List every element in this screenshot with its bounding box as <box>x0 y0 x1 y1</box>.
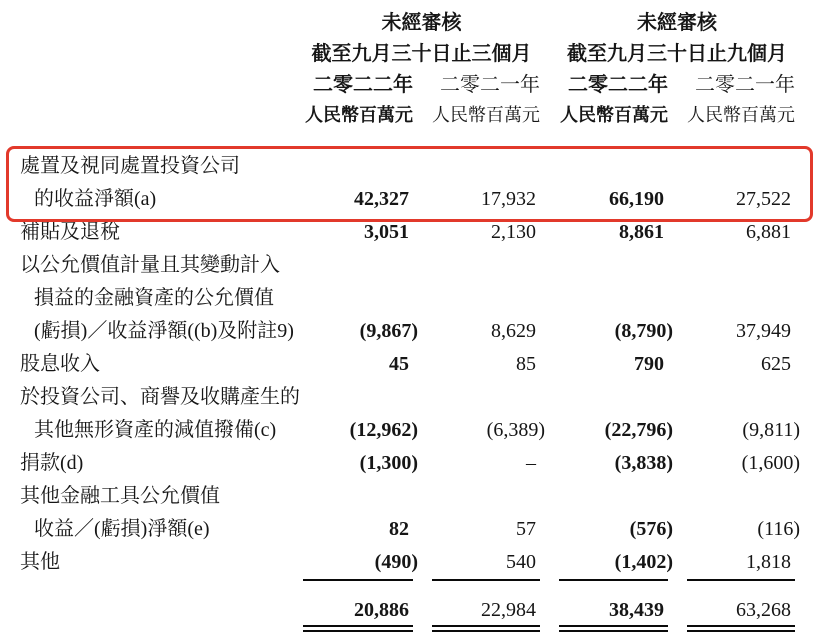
header-year-2021-3m: 二零二一年 <box>440 74 540 96</box>
value-2022-3m: (490) <box>374 551 418 573</box>
value-2021-9m: 625 <box>761 353 791 375</box>
total-2022-3m: 20,886 <box>354 599 409 621</box>
table-row-disposal-gains <box>0 150 830 216</box>
header-unaudited-9m: 未經審核 <box>637 12 717 34</box>
header-unit-2021-9m: 人民幣百萬元 <box>687 105 795 125</box>
row-label: 收益／(虧損)淨額(e) <box>34 518 210 540</box>
value-2021-3m: 17,932 <box>481 188 536 210</box>
value-2022-9m: 66,190 <box>609 188 664 210</box>
value-2022-9m: (576) <box>629 518 673 540</box>
header-period-9m: 截至九月三十日止九個月 <box>567 43 787 65</box>
value-2021-3m: 2,130 <box>491 221 536 243</box>
row-label: 損益的金融資產的公允價值 <box>34 287 274 309</box>
value-2022-9m: (3,838) <box>614 452 673 474</box>
table-row-subsidies <box>0 216 830 249</box>
row-label: 股息收入 <box>20 353 100 375</box>
value-2021-9m: 27,522 <box>736 188 791 210</box>
total-2021-3m: 22,984 <box>481 599 536 621</box>
header-year-2022-9m: 二零二二年 <box>568 74 668 96</box>
value-2021-3m: – <box>526 452 536 474</box>
value-2022-9m: (22,796) <box>604 419 673 441</box>
table-body <box>0 150 830 632</box>
total-2021-9m: 63,268 <box>736 599 791 621</box>
value-2021-9m: 6,881 <box>746 221 791 243</box>
table-row-donations <box>0 447 830 480</box>
row-label: 其他無形資產的減值撥備(c) <box>34 419 277 441</box>
value-2022-9m: 8,861 <box>619 221 664 243</box>
value-2021-9m: (116) <box>757 518 800 540</box>
row-label: 捐款(d) <box>20 452 84 474</box>
value-2021-3m: 8,629 <box>491 320 536 342</box>
header-unaudited-3m: 未經審核 <box>381 12 462 34</box>
value-2021-3m: 85 <box>516 353 536 375</box>
header-year-2021-9m: 二零二一年 <box>695 74 795 96</box>
value-2022-9m: (1,402) <box>614 551 673 573</box>
table-row-dividend-income <box>0 348 830 381</box>
table-row-other-financial-instruments <box>0 480 830 546</box>
value-2022-3m: (9,867) <box>359 320 418 342</box>
total-2022-9m: 38,439 <box>609 599 664 621</box>
table-row-total <box>0 598 830 622</box>
row-label: 的收益淨額(a) <box>34 188 157 210</box>
value-2021-9m: (1,600) <box>741 452 800 474</box>
row-label: 補貼及退稅 <box>20 221 120 243</box>
header-unit-2021-3m: 人民幣百萬元 <box>432 105 540 125</box>
row-label: 於投資公司、商譽及收購產生的 <box>20 386 300 408</box>
total-double-rule <box>0 625 830 632</box>
header-unit-2022-9m: 人民幣百萬元 <box>560 105 668 125</box>
value-2022-3m: 42,327 <box>354 188 409 210</box>
row-label: 處置及視同處置投資公司 <box>20 155 240 177</box>
row-label: 其他金融工具公允價值 <box>20 485 220 507</box>
table-header <box>0 0 830 130</box>
value-2021-3m: 57 <box>516 518 536 540</box>
value-2021-9m: 37,949 <box>736 320 791 342</box>
header-year-2022-3m: 二零二二年 <box>313 74 413 96</box>
value-2021-3m: 540 <box>506 551 536 573</box>
subtotal-rule <box>0 579 830 581</box>
table-row-fvtpl <box>0 249 830 348</box>
value-2022-3m: 45 <box>389 353 409 375</box>
header-period-3m: 截至九月三十日止三個月 <box>311 43 532 65</box>
value-2022-3m: 3,051 <box>364 221 409 243</box>
value-2021-3m: (6,389) <box>486 419 545 441</box>
value-2022-3m: (1,300) <box>359 452 418 474</box>
value-2022-3m: 82 <box>389 518 409 540</box>
value-2021-9m: 1,818 <box>746 551 791 573</box>
table-row-impairment <box>0 381 830 447</box>
table-row-others <box>0 546 830 579</box>
header-unit-2022-3m: 人民幣百萬元 <box>305 105 413 125</box>
row-label: 以公允價值計量且其變動計入 <box>20 254 280 276</box>
value-2022-3m: (12,962) <box>349 419 418 441</box>
value-2021-9m: (9,811) <box>742 419 800 441</box>
value-2022-9m: 790 <box>634 353 664 375</box>
row-label: 其他 <box>20 551 60 573</box>
row-label: (虧損)／收益淨額((b)及附註9) <box>34 320 294 342</box>
value-2022-9m: (8,790) <box>614 320 673 342</box>
